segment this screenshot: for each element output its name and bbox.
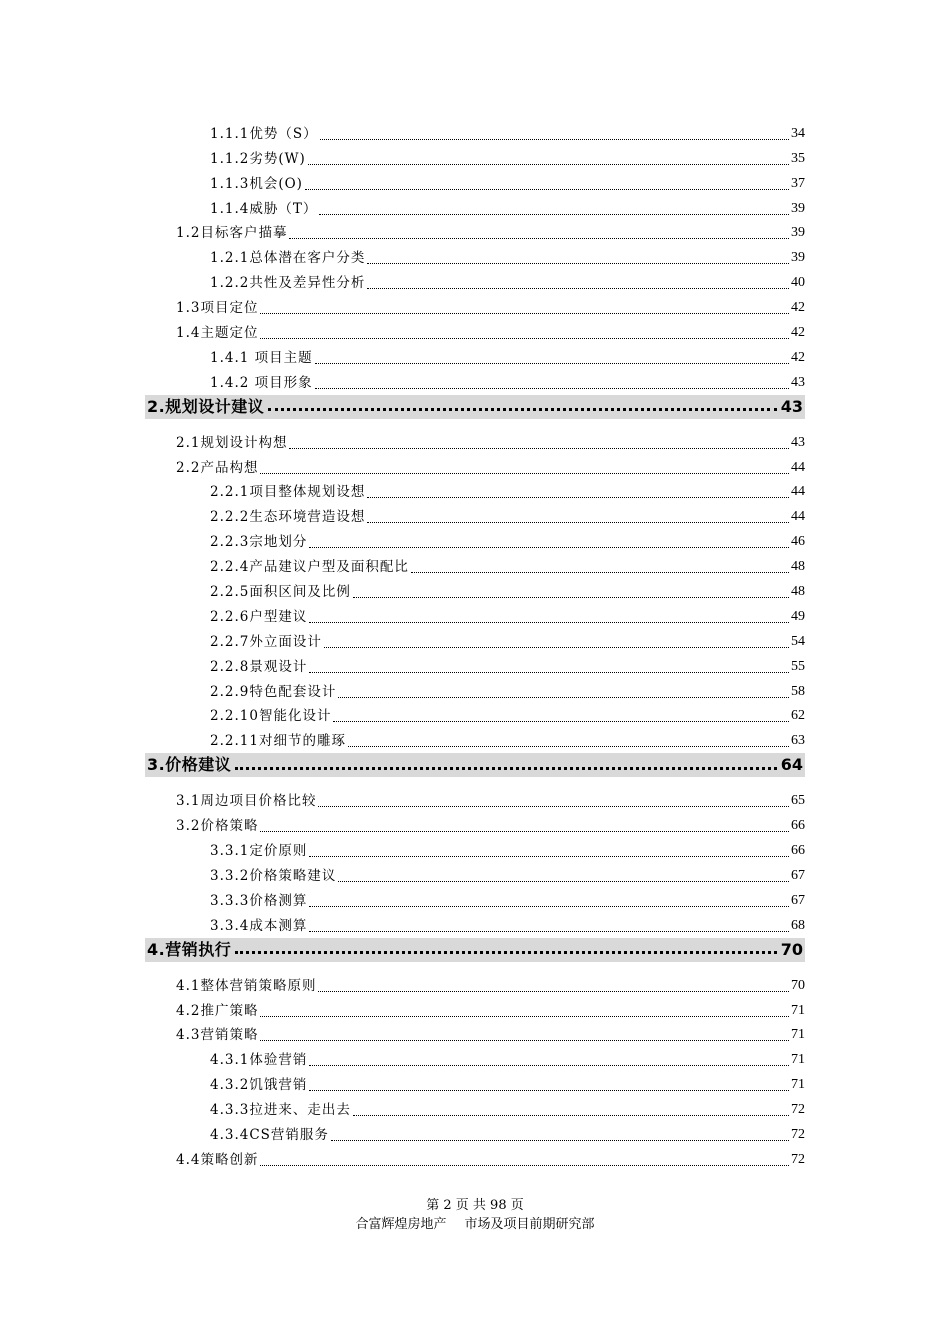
toc-dot-leader xyxy=(289,238,789,239)
toc-page-number: 70 xyxy=(791,977,805,993)
toc-page-number: 70 xyxy=(780,939,803,959)
toc-page-number: 44 xyxy=(791,509,805,525)
toc-entry-label: 4.3.4CS营销服务 xyxy=(210,1126,329,1143)
toc-dot-leader xyxy=(260,473,789,474)
toc-entry[interactable] xyxy=(0,888,805,913)
toc-dot-leader xyxy=(333,721,789,722)
department-name: 市场及项目前期研究部 xyxy=(464,1217,595,1232)
toc-dot-leader xyxy=(353,1115,789,1116)
toc-dot-leader xyxy=(367,497,789,498)
toc-entry[interactable] xyxy=(0,838,805,863)
toc-dot-leader xyxy=(309,547,789,548)
toc-entry[interactable] xyxy=(0,1122,805,1147)
toc-entry[interactable] xyxy=(0,1072,805,1097)
toc-page-number: 66 xyxy=(791,843,805,859)
toc-page-number: 71 xyxy=(791,1027,805,1043)
toc-page-number: 72 xyxy=(791,1126,805,1142)
company-name: 合富辉煌房地产 xyxy=(355,1217,447,1232)
toc-entry-label: 1.4.2 项目形象 xyxy=(210,374,313,391)
toc-entry[interactable] xyxy=(0,270,805,295)
toc-dot-leader xyxy=(353,597,789,598)
toc-entry-label: 2.2.5面积区间及比例 xyxy=(210,584,351,601)
toc-entry[interactable] xyxy=(0,146,805,171)
toc-entry[interactable] xyxy=(0,121,805,146)
toc-page-number: 42 xyxy=(791,325,805,341)
toc-dot-leader xyxy=(320,139,789,140)
toc-entry[interactable] xyxy=(0,998,805,1023)
toc-entry-label: 2.2.6户型建议 xyxy=(210,608,308,625)
toc-page-number: 66 xyxy=(791,818,805,834)
toc-entry-label: 2.2.2生态环境营造设想 xyxy=(210,509,366,526)
toc-dot-leader xyxy=(348,746,789,747)
toc-dot-leader xyxy=(268,400,777,411)
toc-entry-label: 2.2产品构想 xyxy=(176,459,259,476)
toc-page-number: 65 xyxy=(791,793,805,809)
toc-entry[interactable] xyxy=(0,863,805,888)
toc-entry[interactable] xyxy=(0,788,805,813)
toc-page-number: 67 xyxy=(791,867,805,883)
toc-dot-leader xyxy=(318,806,789,807)
toc-page-number: 44 xyxy=(791,484,805,500)
toc-entry[interactable] xyxy=(0,728,805,753)
toc-dot-leader xyxy=(367,288,789,289)
toc-entry[interactable] xyxy=(0,455,805,480)
toc-dot-leader xyxy=(260,1040,789,1041)
toc-dot-leader xyxy=(315,363,789,364)
toc-entry-label: 3.3.2价格策略建议 xyxy=(210,867,337,884)
toc-dot-leader xyxy=(260,338,789,339)
toc-entry-label: 2.2.1项目整体规划设想 xyxy=(210,484,366,501)
toc-dot-leader xyxy=(260,313,789,314)
toc-dot-leader xyxy=(308,164,789,165)
toc-entry-label: 1.1.1优势（S） xyxy=(210,125,318,142)
toc-page-number: 43 xyxy=(780,396,803,416)
toc-page-number: 55 xyxy=(791,658,805,674)
toc-page-number: 40 xyxy=(791,275,805,291)
toc-page-number: 71 xyxy=(791,1002,805,1018)
toc-dot-leader xyxy=(309,1065,789,1066)
toc-dot-leader xyxy=(260,831,789,832)
toc-entry[interactable] xyxy=(0,704,805,729)
toc-entry-label: 3.3.4成本测算 xyxy=(210,917,308,934)
toc-page-number: 39 xyxy=(791,225,805,241)
toc-entry-label: 2.2.8景观设计 xyxy=(210,658,308,675)
toc-dot-leader xyxy=(367,263,789,264)
toc-dot-leader xyxy=(260,1165,789,1166)
toc-page-number: 71 xyxy=(791,1052,805,1068)
toc-entry-label: 1.4.1 项目主题 xyxy=(210,349,313,366)
toc-entry[interactable] xyxy=(0,196,805,221)
toc-dot-leader xyxy=(289,448,789,449)
toc-dot-leader xyxy=(235,759,777,770)
toc-chapter-heading[interactable] xyxy=(145,938,805,962)
toc-dot-leader xyxy=(309,931,789,932)
toc-dot-leader xyxy=(305,189,789,190)
toc-entry-label: 2.2.7外立面设计 xyxy=(210,633,322,650)
toc-entry-label: 2.1规划设计构想 xyxy=(176,434,288,451)
toc-entry[interactable] xyxy=(0,504,805,529)
toc-page-number: 49 xyxy=(791,608,805,624)
toc-page-number: 35 xyxy=(791,150,805,166)
toc-entry-label: 3.1周边项目价格比较 xyxy=(176,793,317,810)
toc-entry-label: 1.3项目定位 xyxy=(176,300,259,317)
toc-page-number: 64 xyxy=(780,755,803,775)
toc-entry[interactable] xyxy=(0,654,805,679)
toc-dot-leader xyxy=(367,522,789,523)
toc-entry[interactable] xyxy=(0,679,805,704)
toc-dot-leader xyxy=(338,697,789,698)
toc-entry-label: 4.2推广策略 xyxy=(176,1002,259,1019)
toc-entry[interactable] xyxy=(0,529,805,554)
toc-page-number: 67 xyxy=(791,892,805,908)
toc-entry[interactable] xyxy=(0,480,805,505)
toc-entry[interactable] xyxy=(0,245,805,270)
toc-dot-leader xyxy=(315,388,789,389)
toc-page-number: 48 xyxy=(791,584,805,600)
toc-entry[interactable] xyxy=(0,813,805,838)
toc-entry[interactable] xyxy=(0,913,805,938)
toc-entry-label: 1.2.2共性及差异性分析 xyxy=(210,275,366,292)
toc-page-number: 72 xyxy=(791,1102,805,1118)
toc-dot-leader xyxy=(260,1016,789,1017)
toc-entry-label: 4.3.2饥饿营销 xyxy=(210,1077,308,1094)
toc-dot-leader xyxy=(309,1090,789,1091)
toc-page-number: 48 xyxy=(791,559,805,575)
toc-entry[interactable] xyxy=(0,370,805,395)
toc-entry[interactable] xyxy=(0,320,805,345)
toc-dot-leader xyxy=(411,572,789,573)
toc-page-number: 68 xyxy=(791,917,805,933)
toc-entry[interactable] xyxy=(0,1023,805,1048)
toc-page-number: 37 xyxy=(791,175,805,191)
toc-entry[interactable] xyxy=(0,295,805,320)
toc-entry-label: 2.规划设计建议 xyxy=(147,396,265,416)
toc-entry-label: 3.3.3价格测算 xyxy=(210,892,308,909)
toc-chapter-heading[interactable] xyxy=(145,395,805,419)
toc-entry[interactable] xyxy=(0,1047,805,1072)
toc-page-number: 63 xyxy=(791,733,805,749)
toc-entry-label: 1.2.1总体潜在客户分类 xyxy=(210,250,366,267)
page-footer xyxy=(0,1196,950,1234)
toc-entry[interactable] xyxy=(0,579,805,604)
toc-entry-label: 2.2.10智能化设计 xyxy=(210,708,332,725)
toc-page-number: 71 xyxy=(791,1077,805,1093)
toc-dot-leader xyxy=(309,622,789,623)
toc-dot-leader xyxy=(318,991,789,992)
toc-entry-label: 3.2价格策略 xyxy=(176,818,259,835)
toc-dot-leader xyxy=(309,906,789,907)
toc-dot-leader xyxy=(324,647,789,648)
toc-page-number: 72 xyxy=(791,1151,805,1167)
toc-page-number: 43 xyxy=(791,434,805,450)
toc-dot-leader xyxy=(331,1140,789,1141)
toc-entry[interactable] xyxy=(0,1097,805,1122)
toc-page-number: 42 xyxy=(791,349,805,365)
toc-entry-label: 3.3.1定价原则 xyxy=(210,843,308,860)
toc-page-number: 34 xyxy=(791,125,805,141)
toc-page-number: 46 xyxy=(791,534,805,550)
toc-entry-label: 2.2.11对细节的雕琢 xyxy=(210,733,346,750)
toc-page-number: 42 xyxy=(791,300,805,316)
toc-page-number: 39 xyxy=(791,250,805,266)
page-number: 第 2 页 共 98 页 xyxy=(426,1198,524,1213)
toc-entry[interactable] xyxy=(0,171,805,196)
toc-entry[interactable] xyxy=(0,604,805,629)
toc-dot-leader xyxy=(338,881,789,882)
toc-entry[interactable] xyxy=(0,973,805,998)
toc-page-number: 44 xyxy=(791,459,805,475)
toc-dot-leader xyxy=(235,943,777,954)
toc-entry-label: 1.4主题定位 xyxy=(176,325,259,342)
toc-entry[interactable] xyxy=(0,345,805,370)
toc-entry[interactable] xyxy=(0,554,805,579)
toc-entry-label: 4.营销执行 xyxy=(147,939,232,959)
toc-entry-label: 1.1.4威胁（T） xyxy=(210,200,318,217)
toc-page-number: 39 xyxy=(791,200,805,216)
toc-dot-leader xyxy=(319,214,789,215)
toc-entry-label: 4.1整体营销策略原则 xyxy=(176,977,317,994)
toc-entry-label: 2.2.9特色配套设计 xyxy=(210,683,337,700)
footer-org-line xyxy=(0,1215,950,1234)
toc-entry-label: 1.1.2劣势(W) xyxy=(210,150,306,167)
toc-page-number: 54 xyxy=(791,633,805,649)
toc-entry-label: 4.4策略创新 xyxy=(176,1151,259,1168)
table-of-contents xyxy=(0,121,950,1172)
toc-entry-label: 1.2目标客户描摹 xyxy=(176,225,288,242)
toc-entry-label: 2.2.4产品建议户型及面积配比 xyxy=(210,559,409,576)
toc-dot-leader xyxy=(309,856,789,857)
toc-page-number: 43 xyxy=(791,374,805,390)
toc-chapter-heading[interactable] xyxy=(145,753,805,777)
toc-page-number: 62 xyxy=(791,708,805,724)
toc-entry-label: 4.3.3拉进来、走出去 xyxy=(210,1102,351,1119)
toc-page-number: 58 xyxy=(791,683,805,699)
toc-entry[interactable] xyxy=(0,221,805,246)
toc-entry[interactable] xyxy=(0,1147,805,1172)
toc-entry[interactable] xyxy=(0,629,805,654)
toc-entry-label: 1.1.3机会(O) xyxy=(210,175,303,192)
toc-dot-leader xyxy=(309,672,789,673)
toc-entry-label: 4.3.1体验营销 xyxy=(210,1052,308,1069)
toc-entry-label: 4.3营销策略 xyxy=(176,1027,259,1044)
toc-entry-label: 2.2.3宗地划分 xyxy=(210,534,308,551)
toc-entry-label: 3.价格建议 xyxy=(147,755,232,775)
toc-entry[interactable] xyxy=(0,430,805,455)
